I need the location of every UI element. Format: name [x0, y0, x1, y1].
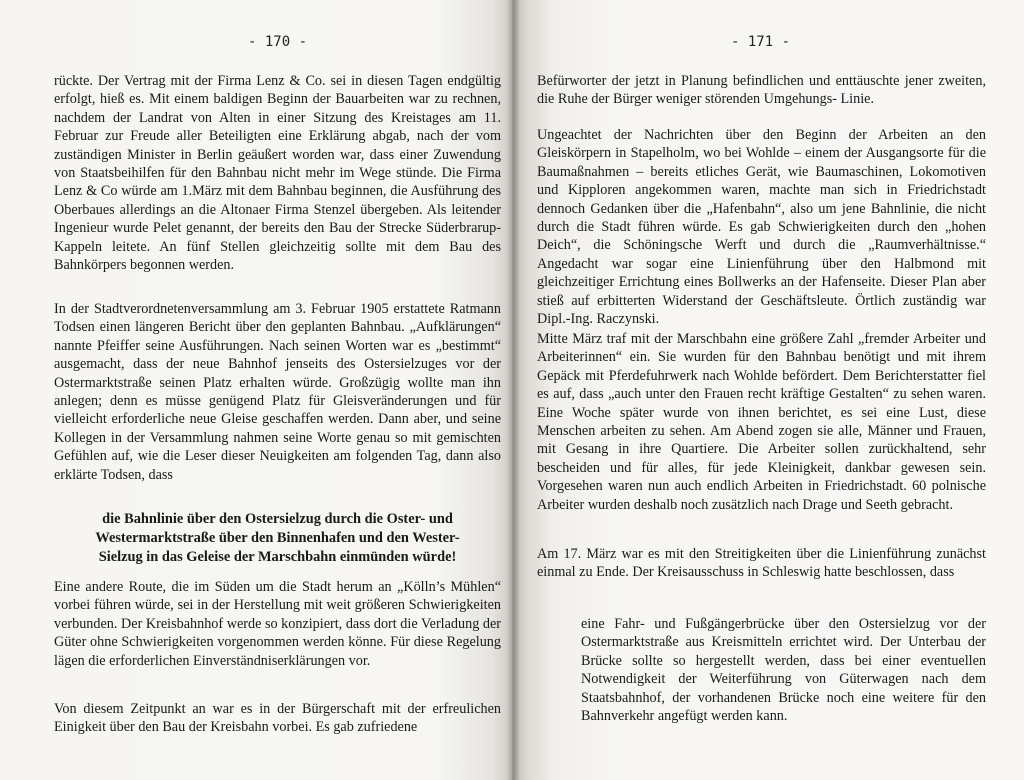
paragraph-text: rückte. Der Vertrag mit der Firma Lenz & Co. sei in diesen Tagen endgültig erfolgt, hieß es. Mit einem baldigen Beginn der Bauarbeiten war zu rechnen, nachdem der Landrat von Alten in einer Sitzung des Kreistages am 11. Februar zur Freude aller Beteiligten eine Erklärung abgab, nach der vom zuständigen Minister in Berlin geäußert worden war, dass einer Zuwendung von Staatsbeihilfen für den Bahnbau nicht mehr im Wege stünde. Die Firma Lenz & Co würde am 1.März mit dem Bahnbau beginnen, die Ausführung des Oberbaues allerdings an die Altonaer Firma Stenzel übergeben. Als leitender Ingenieur wurde Pelet genannt, der bereits den Bau der Strecke Süderbrarup-Kappeln leitete. An fünf Stellen gleichzeitig sollte mit dem Bau des Bahnkörpers begonnen werden. [54, 73, 501, 274]
left-emphasized-quote [54, 510, 501, 567]
left-paragraph-4 [54, 700, 501, 737]
page-number-171: - 171 - [731, 34, 791, 50]
emphasized-quote-text: die Bahnlinie über den Ostersielzug durch die Oster- und Westermarktstraße über den Binnenhafen und den Wester-Sielzug in das Geleise der Marschbahn einmünden würde! [95, 511, 460, 565]
right-indented-quote [537, 615, 986, 725]
paragraph-text: In der Stadtverordnetenversammlung am 3. Februar 1905 erstattete Ratmann Todsen einen längeren Bericht über den geplanten Bahnbau. „Aufklärungen“ nannte Pfeiffer seine Ausführungen. Nach seinen Worten war es „bestimmt“ ausgemacht, dass der neue Bahnhof jenseits des Ostersielzuges vor der Ostermarktstraße seinen Platz erhalten würde. Großzügig wollte man ihn anlegen; denn es müsse genügend Platz für Gleisveränderungen und für vielleicht erforderliche neue Gleise geschaffen werden. Dann aber, und seine Kollegen in der Versammlung nahmen seine Worte genau so mit gemischten Gefühlen auf, wie die Leser dieser Neuigkeiten am folgenden Tag, dann also erklärte Todsen, dass [54, 301, 501, 483]
paragraph-text: Ungeachtet der Nachrichten über den Beginn der Arbeiten an den Gleiskörpern in Stapelholm, wo bei Wohlde – einem der Ausgangsorte für die Baumaßnahmen – bereits etliches Gerät, wie Baumaschinen, Lokomotiven und Kipploren angekommen waren, machte man sich in Friedrichstadt dennoch Gedanken über die „Hafenbahn“, also um jene Bahnlinie, die nicht durch die Stadt führen würde. Es gab Schwierigkeiten durch den „hohen Deich“, die Schöningsche Werft und durch die „Raumverhältnisse.“ Angedacht war sogar eine Linienführung über den Halbmond mit gleichzeitiger Errichtung eines Bollwerks an der Hafenseite. Dieser Plan aber stieß auf erbitterten Widerstand der Geschäftsleute. Örtlich zuständig war Dipl.-Ing. Raczynski. [537, 127, 986, 328]
paragraph-text: Von diesem Zeitpunkt an war es in der Bürgerschaft mit der erfreulichen Einigkeit über den Bau der Kreisbahn vorbei. Es gab zufriedene [54, 701, 501, 736]
indented-quote-text: eine Fahr- und Fußgängerbrücke über den Ostersielzug vor der Ostermarktstraße aus Kreismitteln errichtet wird. Der Unterbau der Brücke sollte so hergestellt werden, dass bei einer eventuellen Notwendigkeit der Weiterführung von Güterwagen nach dem Staatsbahnhof, der vorhandenen Brücke noch eine weitere für den Bahnverkehr angefügt werden kann. [581, 616, 986, 725]
left-paragraph-2 [54, 300, 501, 484]
right-paragraph-3 [537, 330, 986, 514]
left-paragraph-3 [54, 578, 501, 670]
left-paragraph-1 [54, 72, 501, 274]
paragraph-text: Am 17. März war es mit den Streitigkeiten über die Linienführung zunächst einmal zu Ende. Der Kreisausschuss in Schleswig hatte beschlossen, dass [537, 546, 986, 581]
right-page [512, 0, 1024, 780]
page-number-170: - 170 - [248, 34, 308, 50]
paragraph-text: Eine andere Route, die im Süden um die Stadt herum an „Kölln’s Mühlen“ vorbei führen würde, sei in der Herstellung mit weit größeren Schwierigkeiten verbunden. Der Kreisbahnhof werde so konzipiert, dass dort die Verladung der Güter ohne Schwierigkeiten vorgenommen werden könne. Für diese Regelung lägen die erforderlichen Einverständniserklärungen vor. [54, 579, 501, 669]
right-paragraph-4 [537, 545, 986, 582]
right-paragraph-2 [537, 126, 986, 328]
book-spine-shadow [506, 0, 520, 780]
paragraph-text: Befürworter der jetzt in Planung befindlichen und enttäuschte jener zweiten, die Ruhe der Bürger weniger störenden Umgehungs- Linie. [537, 73, 986, 108]
right-paragraph-1 [537, 72, 986, 109]
paragraph-text: Mitte März traf mit der Marschbahn eine größere Zahl „fremder Arbeiter und Arbeiterinnen“ ein. Sie wurden für den Bahnbau benötigt und mit ihrem Gepäck mit Pferdefuhrwerk nach Wohlde befördert. Dem Berichterstatter fiel es auf, dass „auch unter den Frauen recht kräftige Gestalten“ zu sehen waren. Eine Woche später wurde von ihnen berichtet, es sei eine Lust, diese Menschen arbeiten zu sehen. Am Abend zogen sie alle, Männer und Frauen, mit Gesang in ihre Quartiere. Die Arbeiter sollen zurückhaltend, sehr bescheiden und für alles, für jede Kleinigkeit, dankbar gewesen sein. Vorgesehen waren nun auch endlich Arbeiten in Friedrichstadt. 60 polnische Arbeiter wurden deshalb noch zusätzlich nach Drage und Seeth gebracht. [537, 331, 986, 513]
